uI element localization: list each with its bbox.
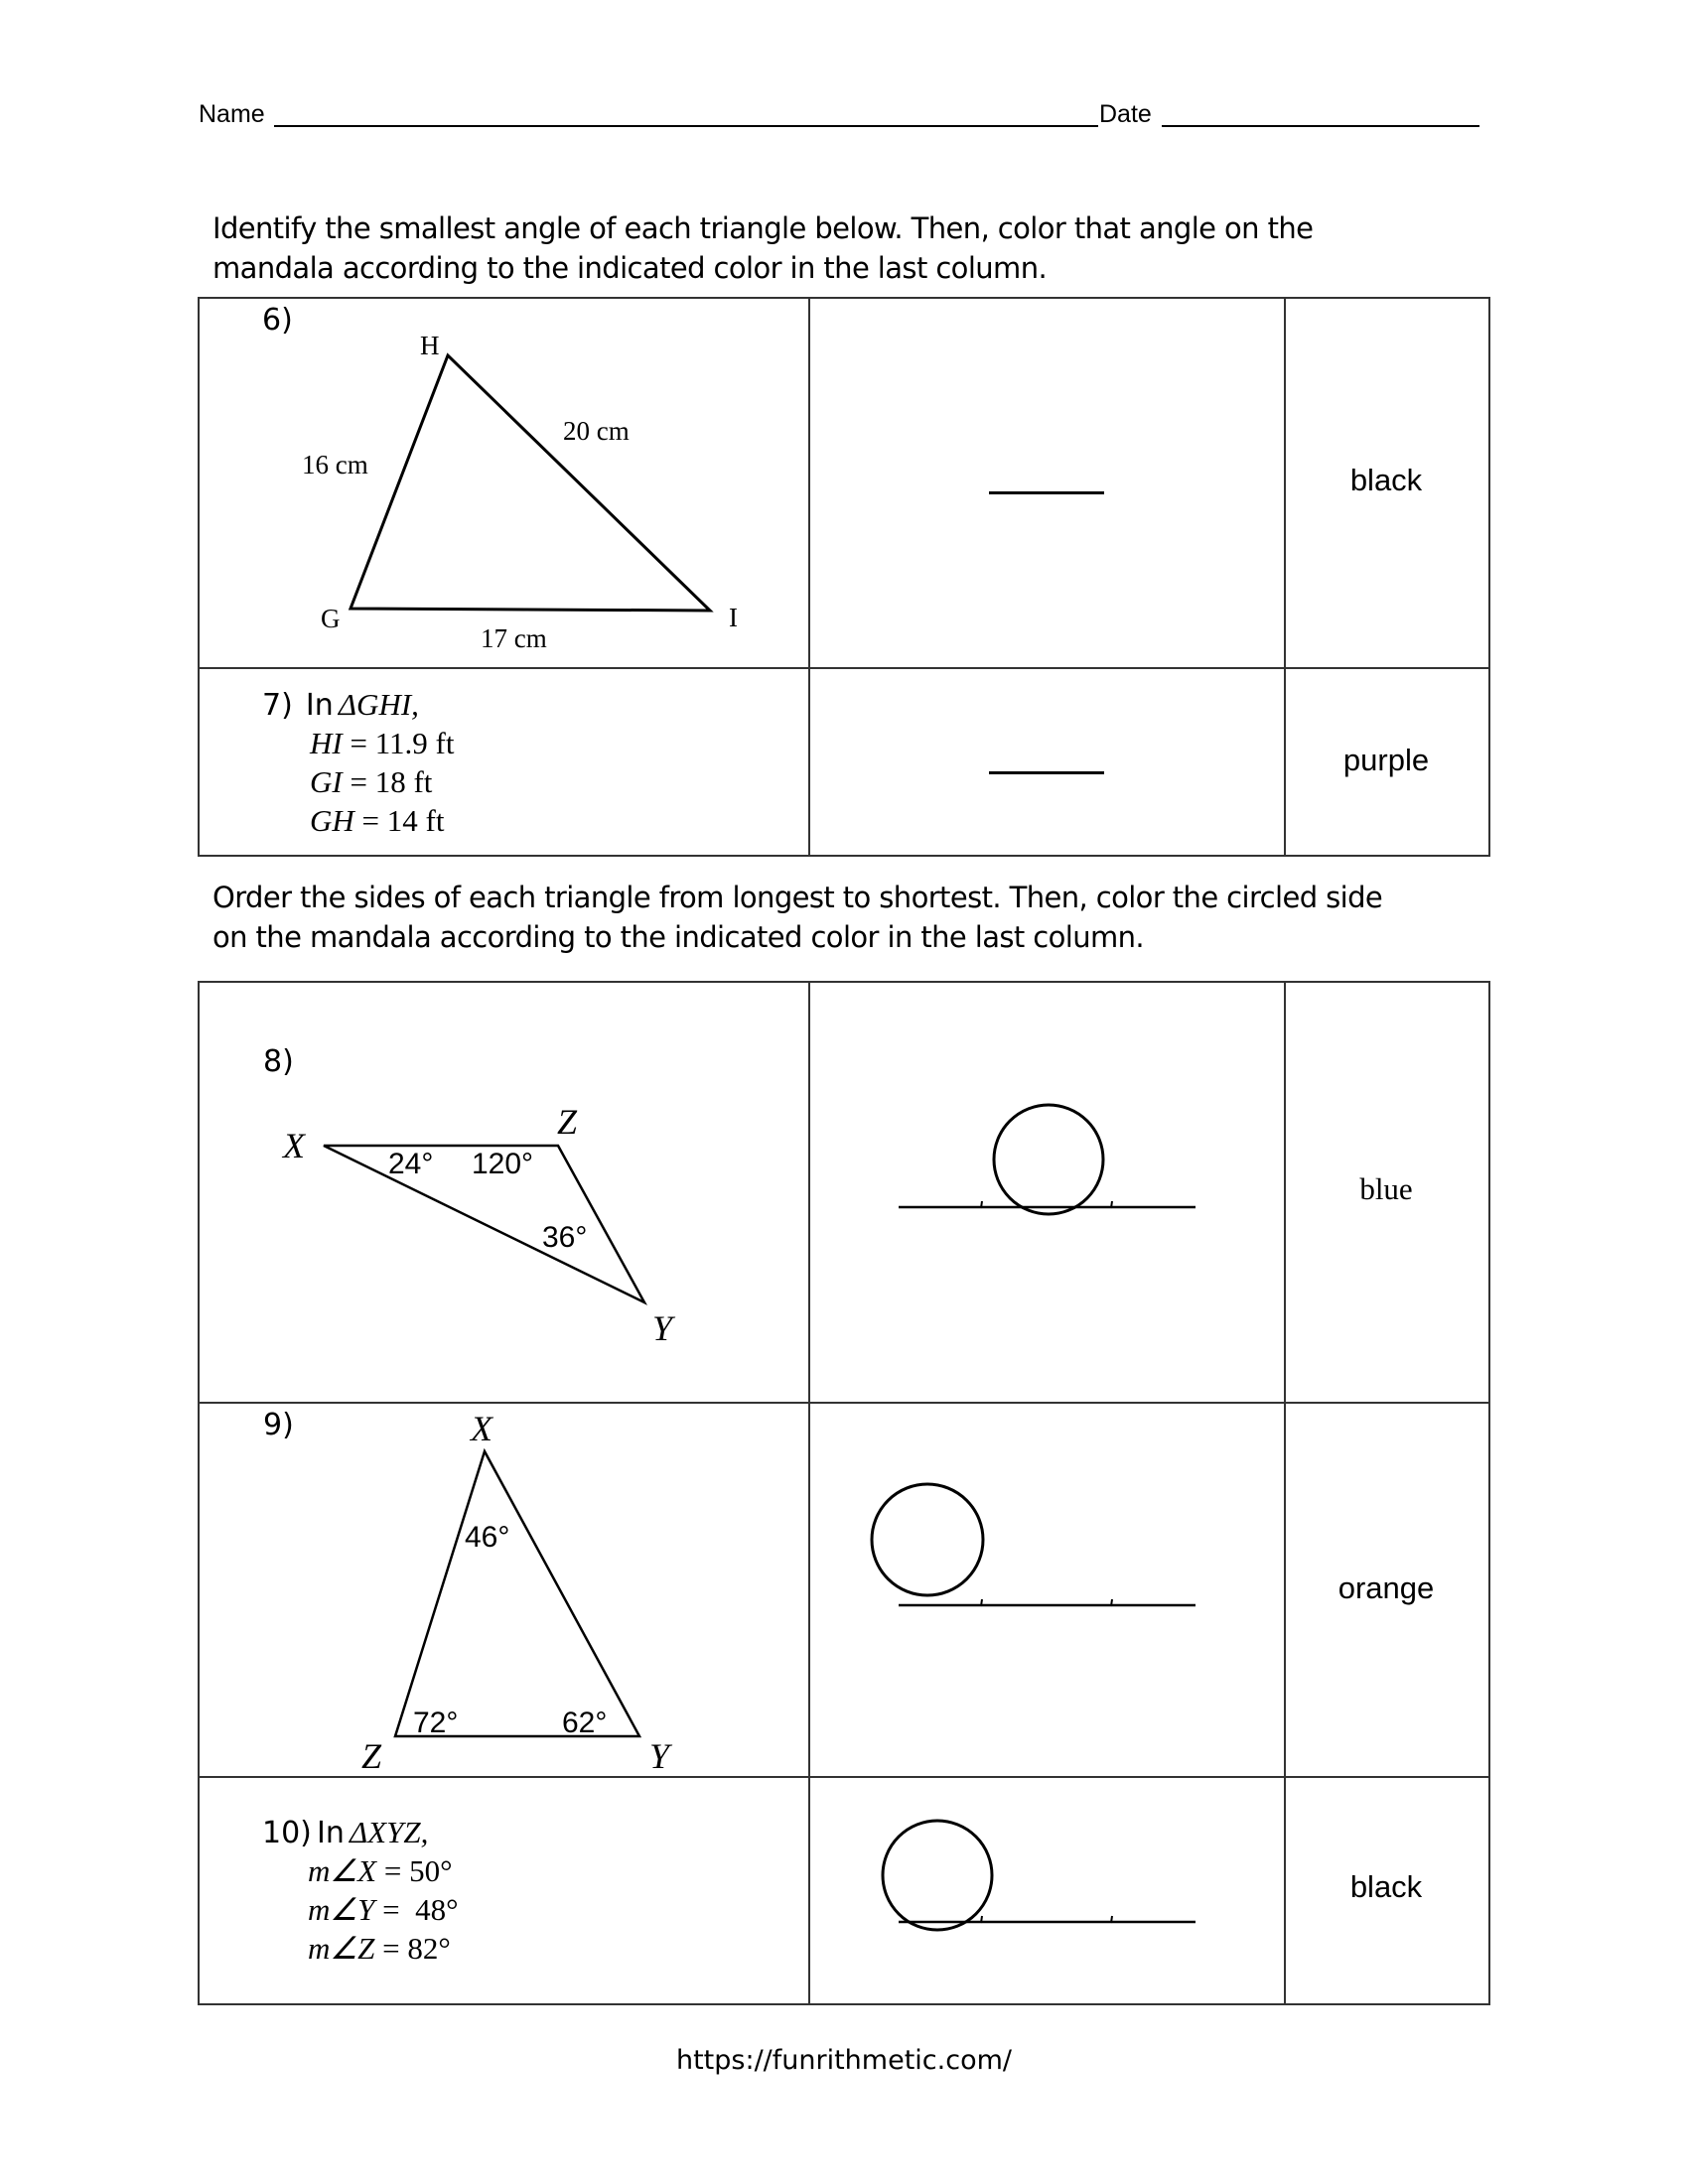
problem-9-number: 9) [263, 1408, 294, 1442]
problem-8-answer-area[interactable] [874, 1092, 1211, 1231]
angle-y-label: 62° [562, 1706, 608, 1739]
comma-mark [1111, 1201, 1112, 1208]
given-lhs: HI [310, 726, 343, 760]
problem-8-number: 8) [263, 1044, 294, 1079]
problem-10-color: black [1349, 1869, 1423, 1904]
given-angle-z: m∠Z = 82° [308, 1931, 451, 1966]
section2-instructions-line1: Order the sides of each triangle from longest to shortest. Then, color the circled side [212, 881, 1383, 914]
side-hi-label: 20 cm [563, 416, 630, 446]
given-rhs: 82° [407, 1931, 451, 1966]
row-divider [198, 667, 1490, 669]
given-hi: HI = 11.9 ft [310, 726, 455, 760]
given-lhs: GI [310, 764, 343, 799]
vertex-y-label: Y [649, 1736, 670, 1776]
given-angle-y: m∠Y = 48° [308, 1892, 459, 1927]
problem-9-answer-area[interactable] [854, 1469, 1211, 1618]
circled-side-marker [883, 1821, 992, 1930]
given-lhs: GH [310, 803, 354, 838]
given-rhs: 18 ft [374, 764, 433, 799]
problem-10-triangle: ΔXYZ, [349, 1815, 429, 1849]
given-gi: GI = 18 ft [310, 764, 433, 799]
problem-6-color: black [1349, 463, 1423, 497]
problem-6-answer-blank[interactable] [989, 491, 1104, 494]
column-divider [1284, 981, 1286, 2005]
vertex-h-label: H [420, 331, 440, 360]
section1-instructions [212, 208, 1313, 288]
name-label: Name [199, 100, 265, 128]
problem-6-number: 6) [262, 303, 293, 338]
triangle-ghi [351, 355, 710, 611]
comma-mark [1111, 1599, 1112, 1606]
angle-z-label: 72° [413, 1706, 459, 1739]
problem-8-triangle-diagram [198, 1052, 808, 1350]
section1-instructions-line1: Identify the smallest angle of each triangle below. Then, color that angle on the [212, 211, 1314, 245]
given-gh: GH = 14 ft [310, 803, 445, 838]
problem-9-triangle-diagram [338, 1403, 695, 1777]
vertex-z-label: Z [361, 1736, 382, 1776]
triangle-xzy [395, 1451, 639, 1736]
angle-z-label: 120° [472, 1148, 534, 1180]
problem-10-answer-area[interactable] [854, 1787, 1211, 1946]
given-rhs: 14 ft [386, 803, 445, 838]
date-field[interactable] [1162, 125, 1479, 127]
name-field[interactable] [274, 125, 1098, 127]
comma-mark [1111, 1916, 1112, 1923]
problem-7-triangle: ΔGHI, [338, 687, 419, 722]
angle-y-label: 36° [542, 1221, 588, 1254]
angle-x-label: 24° [388, 1148, 434, 1180]
vertex-z-label: Z [557, 1102, 578, 1142]
problem-9-color: orange [1337, 1570, 1435, 1605]
circled-side-marker [994, 1105, 1103, 1214]
section2-instructions [212, 878, 1382, 957]
given-rhs: 48° [407, 1892, 459, 1927]
problem-10-number: 10) [262, 1816, 312, 1850]
given-lhs: m∠Z [308, 1931, 375, 1966]
vertex-x-label: X [471, 1409, 492, 1448]
given-rhs: 11.9 ft [374, 726, 455, 760]
circled-side-marker [872, 1484, 983, 1595]
vertex-g-label: G [321, 604, 341, 633]
problem-7-text [262, 685, 455, 840]
side-gi-label: 17 cm [481, 623, 547, 653]
vertex-y-label: Y [652, 1308, 673, 1348]
problem-10-intro: In [316, 1816, 345, 1850]
problem-6-triangle-diagram [198, 297, 808, 667]
column-divider [808, 297, 810, 857]
column-divider [808, 981, 810, 2005]
problem-10-text [262, 1813, 459, 1968]
section1-instructions-line2: mandala according to the indicated color in the last column. [212, 251, 1048, 285]
vertex-i-label: I [729, 603, 738, 632]
angle-x-label: 46° [465, 1521, 510, 1554]
problem-7-color: purple [1342, 743, 1430, 777]
given-lhs: m∠X [308, 1853, 377, 1888]
given-rhs: 50° [409, 1853, 453, 1888]
comma-mark [981, 1916, 982, 1923]
date-label: Date [1099, 100, 1152, 128]
footer-url[interactable]: https://funrithmetic.com/ [675, 2045, 1012, 2076]
problem-8-color: blue [1359, 1171, 1413, 1206]
given-angle-x: m∠X = 50° [308, 1853, 453, 1888]
comma-mark [981, 1201, 982, 1208]
vertex-x-label: X [283, 1126, 305, 1165]
problem-7-number: 7) [262, 688, 293, 723]
section2-instructions-line2: on the mandala according to the indicated color in the last column. [212, 920, 1145, 954]
comma-mark [981, 1599, 982, 1606]
problem-7-answer-blank[interactable] [989, 771, 1104, 774]
given-lhs: m∠Y [308, 1892, 375, 1927]
side-gh-label: 16 cm [302, 450, 368, 479]
problem-7-intro: In [305, 688, 334, 723]
